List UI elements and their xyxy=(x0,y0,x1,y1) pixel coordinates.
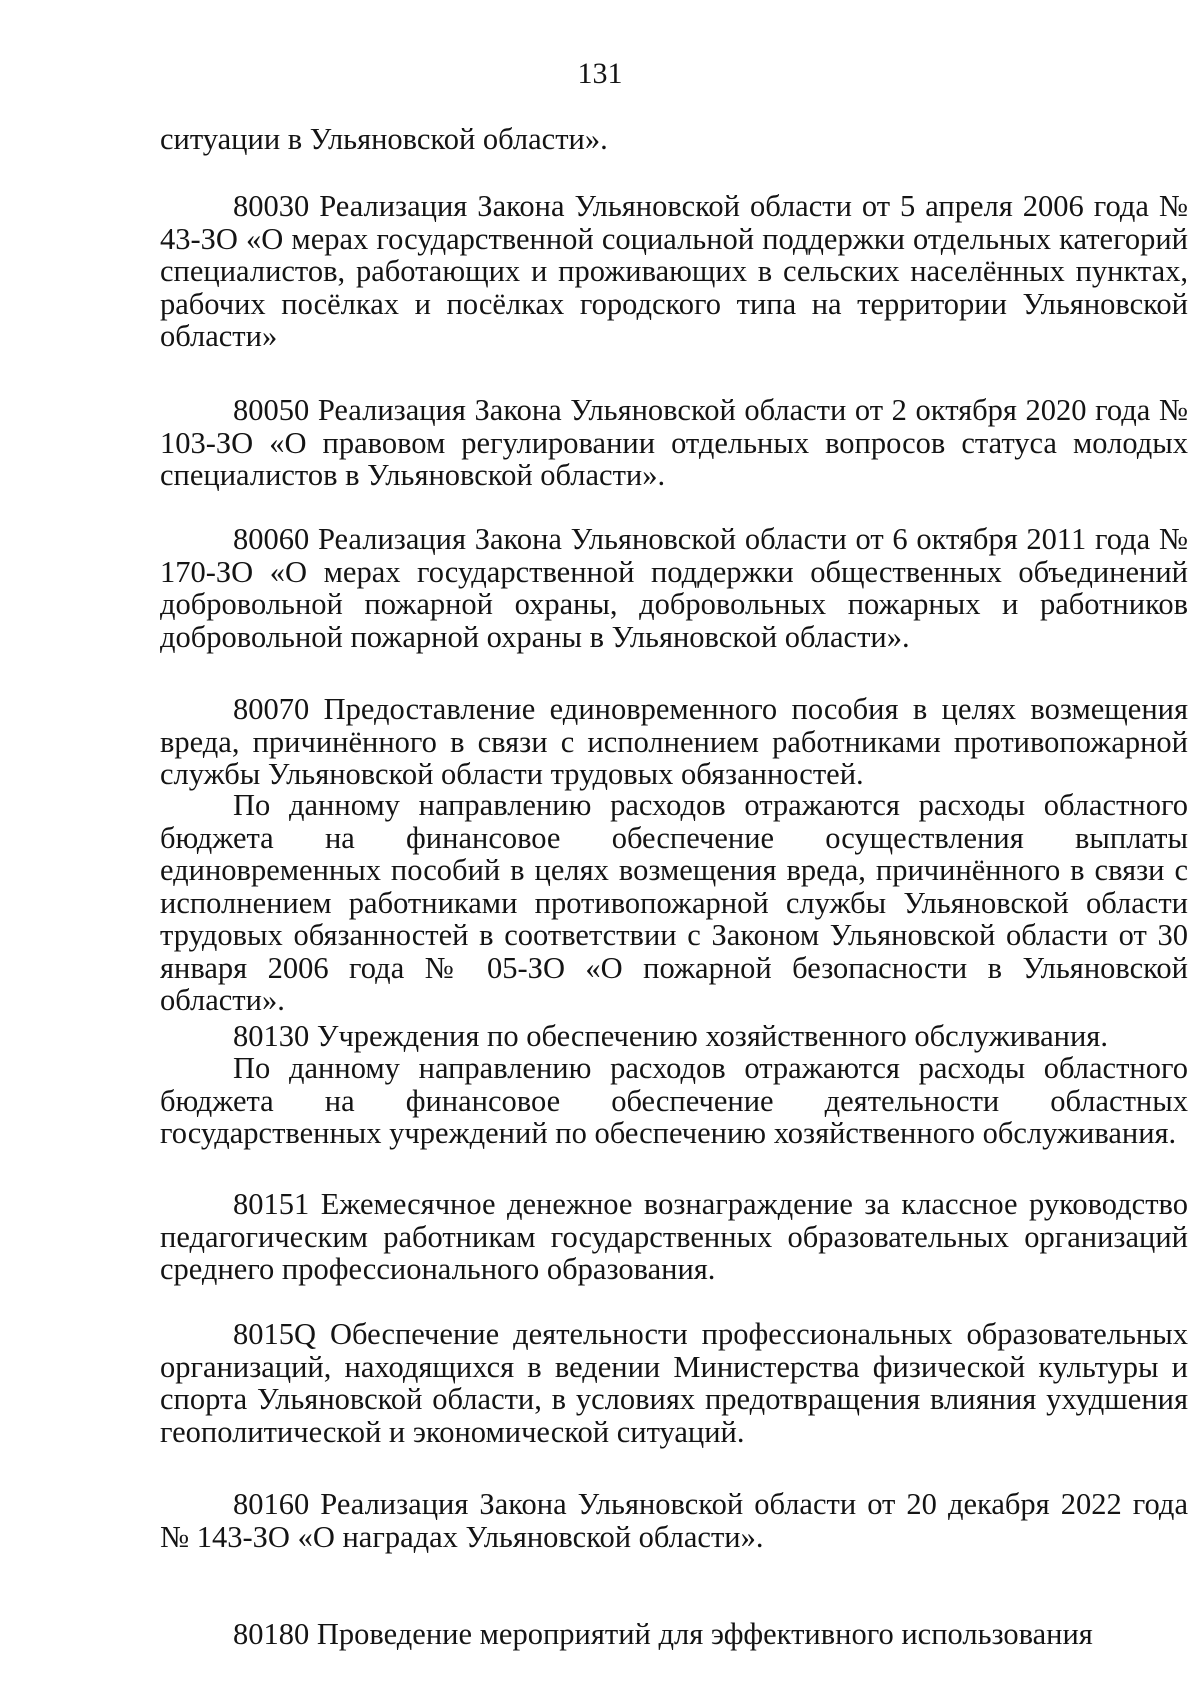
paragraph-80180: 80180 Проведение мероприятий для эффективного использования xyxy=(233,1617,1093,1651)
paragraph-80050: 80050 Реализация Закона Ульяновской области от 2 октября 2020 года № 103-ЗО «О правовом регулировании отдельных вопросов статуса молодых специалистов в Ульяновской области». xyxy=(160,393,1188,492)
paragraph-80151: 80151 Ежемесячное денежное вознаграждение за классное руководство педагогическим работникам государственных образовательных организаций среднего профессионального образования. xyxy=(160,1187,1188,1286)
paragraph-8015Q: 8015Q Обеспечение деятельности профессиональных образовательных организаций, находящихся в ведении Министерства физической культуры и спорта Ульяновской области, в условиях предотвращения влияния ухудшения геополитической и экономической ситуаций. xyxy=(160,1317,1188,1449)
paragraph-80130: 80130 Учреждения по обеспечению хозяйственного обслуживания. xyxy=(233,1019,1108,1053)
paragraph-80060: 80060 Реализация Закона Ульяновской области от 6 октября 2011 года № 170-ЗО «О мерах государственной поддержки общественных объединений добровольной пожарной охраны, добровольных пожарных и работников добровольной пожарной охраны в Ульяновской области». xyxy=(160,522,1188,654)
page-number: 131 xyxy=(577,57,623,90)
paragraph-80030: 80030 Реализация Закона Ульяновской области от 5 апреля 2006 года № 43-ЗО «О мерах государственной социальной поддержки отдельных категорий специалистов, работающих и проживающих в сельских населённых пунктах, рабочих посёлках и посёлках городского типа на территории Ульяновской области» xyxy=(160,189,1188,353)
paragraph-80130-description: По данному направлению расходов отражаются расходы областного бюджета на финансовое обеспечение деятельности областных государственных учреждений по обеспечению хозяйственного обслуживания. xyxy=(160,1051,1188,1150)
paragraph-continuation: ситуации в Ульяновской области». xyxy=(160,122,608,156)
paragraph-80070-description: По данному направлению расходов отражаются расходы областного бюджета на финансовое обеспечение осуществления выплаты единовременных пособий в целях возмещения вреда, причинённого в связи с исполнением работниками противопожарной службы Ульяновской области трудовых обязанностей в соответствии с Законом Ульяновской области от 30 января 2006 года № 05-ЗО «О пожарной безопасности в Ульяновской области». xyxy=(160,788,1188,1017)
paragraph-80160: 80160 Реализация Закона Ульяновской области от 20 декабря 2022 года № 143-ЗО «О наградах Ульяновской области». xyxy=(160,1487,1188,1554)
paragraph-80070: 80070 Предоставление единовременного пособия в целях возмещения вреда, причинённого в связи с исполнением работниками противопожарной службы Ульяновской области трудовых обязанностей. xyxy=(160,692,1188,791)
